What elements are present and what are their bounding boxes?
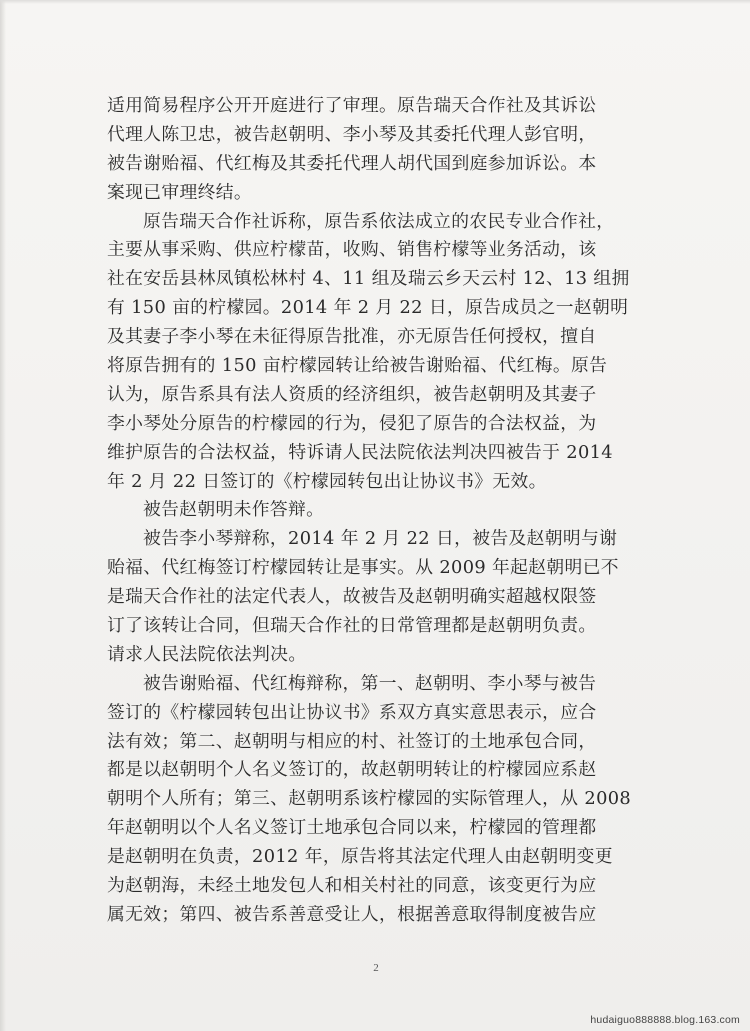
text-line: 李小琴处分原告的柠檬园的行为，侵犯了原告的合法权益，为 <box>107 412 597 434</box>
text-line: 都是以赵朝明个人名义签订的，故赵朝明转让的柠檬园应系赵 <box>107 759 597 781</box>
page-number: 2 <box>373 962 379 974</box>
text-line: 有 150 亩的柠檬园。2014 年 2 月 22 日，原告成员之一赵朝明 <box>107 297 629 319</box>
document-body <box>107 92 647 930</box>
text-line: 年 2 月 22 日签订的《柠檬园转包出让协议书》无效。 <box>107 470 547 492</box>
text-line: 适用简易程序公开开庭进行了审理。原告瑞天合作社及其诉讼 <box>107 95 597 116</box>
text-line: 法有效；第二、赵朝明与相应的村、社签订的土地承包合同， <box>107 730 597 752</box>
text-line: 属无效；第四、被告系善意受让人，根据善意取得制度被告应 <box>107 903 597 925</box>
watermark-text: hudaiguo888888.blog.163.com <box>590 1014 740 1026</box>
scan-shadow-top <box>0 0 750 4</box>
text-line: 维护原告的合法权益，特诉请人民法院依法判决四被告于 2014 <box>107 441 613 463</box>
text-line: 请求人民法院依法判决。 <box>107 643 307 665</box>
text-line: 社在安岳县林凤镇松林村 4、11 组及瑞云乡天云村 12、13 组拥 <box>107 268 630 290</box>
text-line: 原告瑞天合作社诉称，原告系依法成立的农民专业合作社， <box>143 210 615 232</box>
text-line: 签订的《柠檬园转包出让协议书》系双方真实意思表示，应合 <box>107 701 597 723</box>
text-line: 朝明个人所有；第三、赵朝明系该柠檬园的实际管理人，从 2008 <box>107 788 632 810</box>
text-line: 将原告拥有的 150 亩柠檬园转让给被告谢贻福、代红梅。原告 <box>107 355 608 377</box>
text-line: 订了该转让合同，但瑞天合作社的日常管理都是赵朝明负责。 <box>107 615 597 637</box>
text-line: 主要从事采购、供应柠檬苗，收购、销售柠檬等业务活动，该 <box>107 239 597 261</box>
text-line: 被告谢贻福、代红梅辩称，第一、赵朝明、李小琴与被告 <box>143 672 597 694</box>
text-line: 是瑞天合作社的法定代表人，故被告及赵朝明确实超越权限签 <box>107 586 597 608</box>
text-line: 案现已审理终结。 <box>107 181 253 203</box>
text-line: 被告李小琴辩称，2014 年 2 月 22 日，被告及赵朝明与谢 <box>143 528 618 550</box>
text-line: 年赵朝明以个人名义签订土地承包合同以来，柠檬园的管理都 <box>107 817 597 839</box>
scan-shadow-left <box>0 0 6 1031</box>
text-line: 贻福、代红梅签订柠檬园转让是事实。从 2009 年起赵朝明已不 <box>107 557 619 579</box>
text-line: 认为，原告系具有法人资质的经济组织，被告赵朝明及其妻子 <box>107 383 597 405</box>
text-line: 被告赵朝明未作答辩。 <box>143 499 325 521</box>
text-line: 及其妻子李小琴在未征得原告批准，亦无原告任何授权，擅自 <box>107 326 597 348</box>
text-line: 是赵朝明在负责，2012 年，原告将其法定代理人由赵朝明变更 <box>107 846 613 868</box>
text-line: 代理人陈卫忠，被告赵朝明、李小琴及其委托代理人彭官明， <box>107 123 597 145</box>
text-line: 被告谢贻福、代红梅及其委托代理人胡代国到庭参加诉讼。本 <box>107 152 597 174</box>
text-line: 为赵朝海，未经土地发包人和相关村社的同意，该变更行为应 <box>107 875 597 897</box>
